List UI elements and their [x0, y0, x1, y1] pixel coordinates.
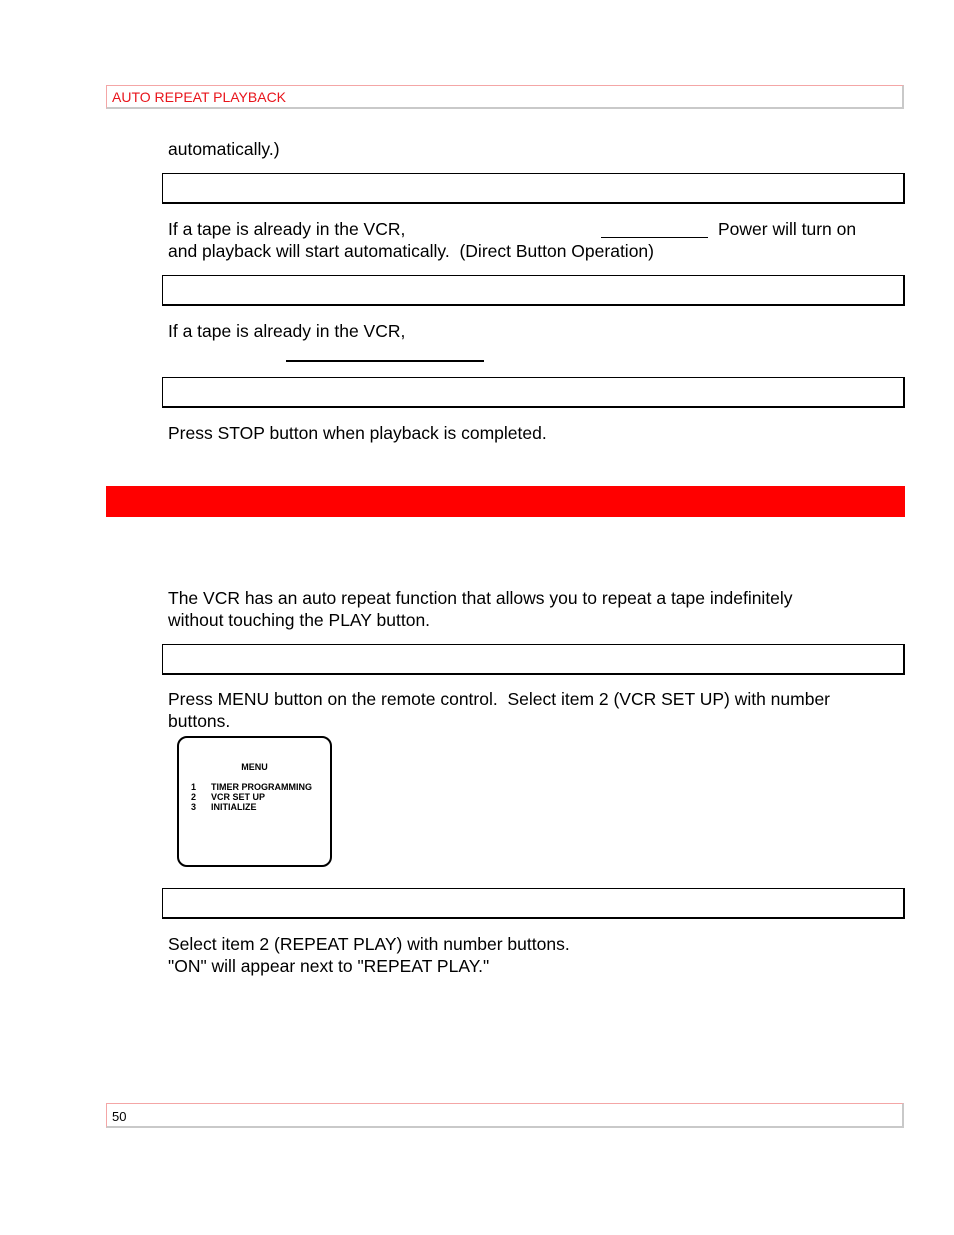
blank-underline	[601, 237, 708, 238]
step-box	[162, 888, 905, 919]
menu-screen-item	[191, 782, 312, 792]
blank-underline	[286, 360, 484, 362]
continuation-text: automatically.)	[168, 139, 280, 159]
menu-screen-title: MENU	[241, 762, 268, 772]
paragraph-press-stop: Press STOP button when playback is completed.	[168, 423, 547, 443]
menu-item-label: TIMER PROGRAMMING	[211, 782, 312, 792]
paragraph-tape-in-vcr-line1: If a tape is already in the VCR,	[168, 219, 406, 239]
step-box	[162, 275, 905, 306]
section-title-bar	[106, 486, 905, 517]
step1-text-line2: buttons.	[168, 711, 231, 731]
step-box	[162, 644, 905, 675]
menu-item-label: INITIALIZE	[211, 802, 257, 812]
paragraph-tape-in-vcr-alt: If a tape is already in the VCR,	[168, 321, 406, 341]
step2-text-line1: Select item 2 (REPEAT PLAY) with number buttons.	[168, 934, 570, 954]
intro-text-line2: without touching the PLAY button.	[168, 610, 431, 630]
menu-item-number: 1	[191, 782, 197, 792]
menu-item-number: 3	[191, 802, 197, 812]
menu-item-number: 2	[191, 792, 197, 802]
page-header	[106, 85, 904, 109]
page-footer	[106, 1103, 904, 1128]
step2-text-line2: "ON" will appear next to "REPEAT PLAY."	[168, 956, 490, 976]
intro-text-line1: The VCR has an auto repeat function that allows you to repeat a tape indefinitely	[168, 588, 793, 608]
menu-item-label: VCR SET UP	[211, 792, 266, 802]
step-box	[162, 377, 905, 408]
menu-screen-list	[191, 782, 312, 812]
menu-screen-illustration	[177, 736, 332, 867]
paragraph-tape-in-vcr-line2: and playback will start automatically. (Direct Button Operation)	[168, 241, 654, 261]
step-box	[162, 173, 905, 204]
step1-text-line1: Press MENU button on the remote control. Select item 2 (VCR SET UP) with number	[168, 689, 831, 709]
menu-screen-item	[191, 792, 312, 802]
paragraph-power-text: Power will turn on	[718, 219, 857, 239]
page-header-title: AUTO REPEAT PLAYBACK	[112, 89, 287, 105]
menu-screen-item	[191, 802, 312, 812]
page-number: 50	[112, 1109, 127, 1124]
